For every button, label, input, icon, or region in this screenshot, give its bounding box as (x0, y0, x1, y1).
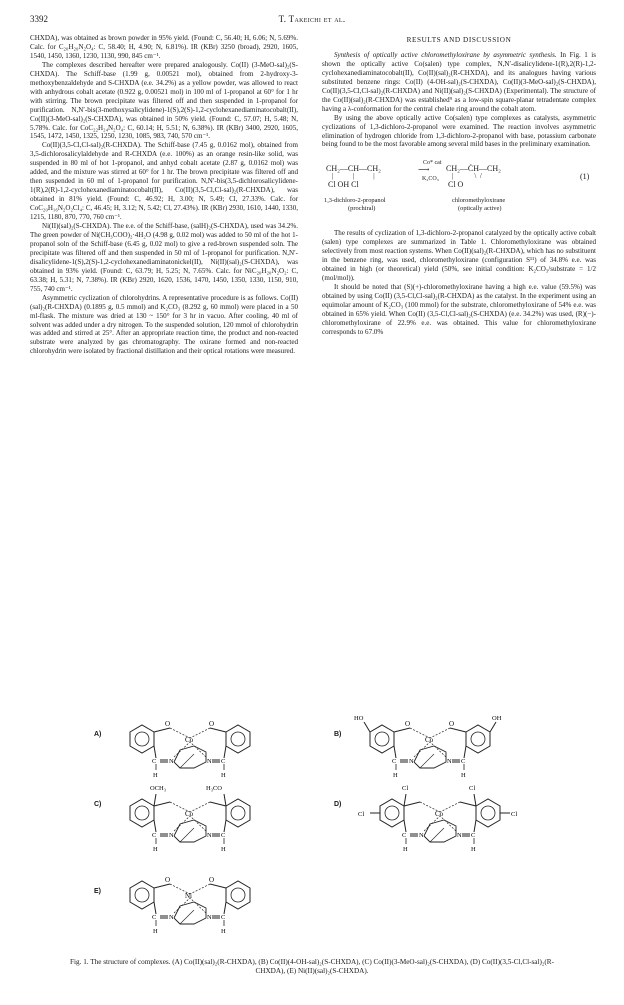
substituent-label: Cl (511, 811, 518, 818)
structure-c (110, 780, 270, 852)
atom-label: Co (185, 736, 194, 744)
product-name: chloromethyloxirane (452, 197, 506, 205)
equation-product-substituents: Cl O (448, 180, 464, 190)
substituent-label: Cl (469, 785, 476, 792)
atom-label: C (392, 758, 397, 765)
page-header (30, 14, 594, 28)
substituent-label: OH (492, 715, 502, 722)
atom-label: H (403, 846, 408, 852)
page-number: 3392 (30, 14, 48, 24)
atom-label: N (169, 832, 174, 839)
atom-label: O (209, 720, 215, 728)
atom-label: C (402, 832, 407, 839)
atom-label: C (152, 758, 157, 765)
atom-label: Co (435, 810, 444, 818)
figure-label: C) (94, 801, 102, 808)
equation-number: (1) (580, 172, 590, 182)
atom-label: H (221, 846, 226, 852)
atom-label: H (153, 846, 158, 852)
paragraph: By using the above optically active Co(salen) type complexes as catalysts, asymmetric cyclizations of 1,3-dichloro-2-propanol were examined. The reaction involves asymmetric elimination of hydrogen chloride from 1,3-dichloro-2-propanol with base, potassium carbonate being found to be the most favorable among several mild bases in the preliminary examination. (322, 113, 596, 149)
atom-label: C (152, 832, 157, 839)
left-column (30, 34, 298, 356)
paragraph: It should be noted that (S)(+)-chloromethyloxirane having a high e.e. value (59.5%) was obtained by using Co(II) (3,5-Cl,Cl-sal)₂(R-CHXDA) as the catalyst. In the experiment using an equimolar amount of K₂CO₃ (100 mmol) for the substrate, chloromethyloxirane of 54% e.e. was obtained in 65% yield. When Co(II) (3,5-Cl,Cl-sal)₂(S-CHXDA) (e.e. 34.2%) was used, (R)(−)-chloromethyloxirane of 22.9% e.e. was obtained. This value for chloromethyloxirane corresponds to 67.0% (322, 283, 596, 336)
atom-label: N (419, 832, 424, 839)
paragraph: In Fig. 1 is shown the optically active Co(salen) type complex, N,N′-disalicylidene-1(R),2(R)-1,2-cyclohexanediaminatocobalt(II), Co(II)(sal)₂(R-CHXDA), and its analogues having various substituted benzene rings: Co(II) (4-OH-sal)₂(S-CHXDA), Co(II)(3-MeO-sal)₂(S-CHXDA), Co(II)(3,5-Cl,Cl-sal)₂(R-CHXDA) and Ni(II)(sal)₂(S-CHXDA) (Experimental). The structure of the Co(II)(sal)₂(R-CHXDA) was established⁹ as a low-spin square-planar tetradentate complex having a λ-conformation for the central chelate ring around the cobalt atom. (322, 50, 596, 113)
atom-label: H (153, 772, 158, 779)
figure-label: A) (94, 731, 102, 738)
reaction-equation: CH₂—CH—CH₂ | | | Cl OH Cl Co* cat ⟶ K₂CO₃ CH₂—ĊH—CH₂ | \ / Cl O (1) 1,3-dichloro-2-propanol (prochiral) chloromethyloxirane (optically active) (324, 160, 590, 213)
equation-reactant-substituents: Cl OH Cl (328, 180, 359, 190)
paragraph: Ni(II)(sal)₂(S-CHXDA). The e.e. of the Schiff-base, (salH)₂(S-CHXDA), used was 34.2%. The green powder of Ni(CH₃COO)₂·4H₂O (4.98 g, 0.02 mol) was added to 50 ml of the hot 1-propanol soln of the Schiff-base (6.45 g, 0.02 mol) to give a red-brown suspended soln. The precipitate was filtered off and then suspended in 50 ml of 1-propanol for purification. N,N′-disalicylidene-1(S),2(S)-1,2-cyclohexanediaminatonickel(II), Ni(II)(sal)₂(S-CHXDA), was obtained in 93% yield. (Found: C, 63.79; H, 5.25; N, 7.65%. Calc. for NiC₂₀H₂₀N₂O₂: C, 63.38; H, 5.31; N, 7.38%). IR (KBr) 2920, 1620, 1536, 1470, 1450, 1350, 1330, 1150, 910, 755, 740 cm⁻¹. (30, 222, 298, 293)
atom-label: Co (425, 736, 434, 744)
substituent-label: Cl (358, 811, 365, 818)
atom-label: O (449, 720, 455, 728)
atom-label: H (461, 772, 466, 779)
paragraph: Asymmetric cyclization of chlorohydrins. A representative procedure is as follows. Co(II)(sal)₂(R-CHXDA) (0.1895 g, 0.5 mmol) and K₂CO₃ (8.292 g, 60 mmol) were placed in a 50 ml-flask. The mixture was dried at 130 ~ 150° for 3 hr in vacuo. After cooling, 40 ml of solvent was added under a dry nitrogen. To the suspended solution, 120 mmol of chlorohydrin was added and stirred at 25°. After an appropriate reaction time, the product and non-reacted substrate were analyzed by gas chromatography. The oxirane formed and non-reacted chlorohydrin were isolated by fractional distillation and their optical rotations were measured. (30, 293, 298, 356)
figure-label: E) (94, 888, 101, 895)
atom-label: H (221, 928, 226, 935)
atom-label: N (457, 832, 462, 839)
atom-label: H (153, 928, 158, 935)
atom-label: O (209, 876, 215, 884)
atom-label: Co (185, 810, 194, 818)
structure-e (110, 868, 270, 940)
reactant-note: (prochiral) (348, 205, 376, 213)
section-heading: RESULTS AND DISCUSSION (406, 36, 512, 44)
structure-b (350, 712, 520, 782)
atom-label: N (447, 758, 452, 765)
atom-label: O (165, 720, 171, 728)
atom-label: Ni (185, 892, 192, 900)
atom-label: C (471, 832, 476, 839)
structure-d (350, 780, 530, 852)
atom-label: N (207, 832, 212, 839)
subsection-heading: Synthesis of optically active chloromethyloxirane by asymmetric synthesis. (334, 50, 557, 59)
paragraph: Co(II)(3,5-Cl,Cl-sal)₂(R-CHXDA). The Schiff-base (7.45 g, 0.0162 mol), obtained from 3,5-dichlorosalicylaldehyde and R-CHXDA (e.e. 100%) as an orange resin-like solid, was suspended in 80 ml of hot 1-propanol, and anhyd cobalt acetate (2.87 g, 0.0162 mol) was added, and the mixture was stirred at 60° for 1 hr. The brown precipitate was filtered off and then suspended in 60 ml of 1-propanol for purification. N,N′-bis(3,5-dichlorosalicylidene-1(R),2(R)-1,2-cyclohexanediaminatocobalt(II), Co(II)(3,5-Cl,Cl-sal)₂(R-CHXDA), was obtained in 81% yield. (Found: C, 46.92; H, 3.00; N, 5.49; Cl, 27.33%. Calc. for CoC₂₀H₁₆N₂O₂Cl₄: C, 46.45; H, 3.12; N, 5.42; Cl, 27.43%). IR (KBr) 2930, 1610, 1440, 1330, 1215, 1180, 870, 770, 760 cm⁻¹. (30, 141, 298, 222)
atom-label: O (405, 720, 411, 728)
atom-label: N (409, 758, 414, 765)
atom-label: N (207, 914, 212, 921)
atom-label: C (221, 832, 226, 839)
figure-caption: Fig. 1. The structure of complexes. (A) Co(II)(sal)₂(R-CHXDA), (B) Co(II)(4-OH-sal)₂(S-CHXDA), (C) Co(II)(3-MeO-sal)₂(S-CHXDA), (D) Co(II)(3,5-Cl,Cl-sal)₂(R-CHXDA), (E) Ni(II)(sal)₂(S-CHXDA). (70, 958, 554, 975)
atom-label: O (165, 876, 171, 884)
paragraph: The results of cyclization of 1,3-dichloro-2-propanol catalyzed by the optically active cobalt (salen) type complexes are summarized in Table 1. Chloromethyloxirane was obtained selectively from most reaction systems. When Co(II)(sal)₂(R-CHXDA), which has no substituent in the benzene ring, was used, chloromethyloxirane (configuration S¹¹) of 34.8% e.e. was obtained in high (or theoretical) yield (50%, see initial condition: K₂CO₃/substrate = 1/2 (mol/mol)). (322, 229, 596, 283)
right-column (322, 34, 596, 337)
atom-label: H (471, 846, 476, 852)
substituent-label: H₃CO (206, 785, 222, 792)
paragraph: CHXDA), was obtained as brown powder in 95% yield. (Found: C, 56.40; H, 6.06; N, 5.69%. Calc. for C₂₀H₂₀N₂O₄: C, 58.40; H, 4.90; N, 6.81%). IR (KBr) 3250 (broad), 2920, 1605, 1540, 1450, 1360, 1230, 1130, 990, 845 cm⁻¹. (30, 34, 298, 60)
substituent-label: HO (354, 715, 364, 722)
atom-label: C (152, 914, 157, 921)
paragraph: The complexes described hereafter were prepared analogously. Co(II) (3-MeO-sal)₂(S-CHXDA). The Schiff-base (1.99 g, 0.00521 mol), obtained from 2-hydroxy-3-methoxybenzaldehyde and S-CHXDA (e.e. 34.2%) as a yellow powder, was allowed to react with anhydrous cobalt acetate (0.922 g, 0.00521 mol) in 100 ml of 1-propanol at 60° for 1 hr with stirring. The brown precipitate was filtered off and then suspended in 1-propanol for purification. N,N′-bis(3-methoxysalicylidene)-1(S),2(S)-1,2-cyclohexanediaminatocobalt(II), Co(II)(3-MeO-sal)₂(S-CHXDA), was obtained in 50% yield. (Found: C, 57.07; H, 5.48; N, 5.78%. Calc. for CoC₂₂H₂₄N₂O₄: C, 60.14; H, 5.51; N, 6.38%). IR (KBr) 3400, 2920, 1605, 1545, 1472, 1450, 1325, 1250, 1230, 1085, 983, 740, 570 cm⁻¹. (30, 60, 298, 141)
atom-label: C (461, 758, 466, 765)
equation-reactant: CH₂—CH—CH₂ (326, 164, 381, 174)
equation-product: CH₂—ĊH—CH₂ (446, 164, 501, 174)
structure-a (110, 712, 270, 782)
equation-base: K₂CO₃ (422, 176, 439, 183)
reactant-name: 1,3-dichloro-2-propanol (324, 197, 386, 205)
substituent-label: OCH₃ (150, 785, 166, 792)
figure-label: D) (334, 801, 342, 808)
figure-label: B) (334, 731, 342, 738)
equation-catalyst: Co* cat (423, 160, 442, 167)
atom-label: N (207, 758, 212, 765)
atom-label: H (393, 772, 398, 779)
running-title: T. Takeichi et al. (278, 14, 346, 24)
atom-label: N (169, 758, 174, 765)
atom-label: H (221, 772, 226, 779)
substituent-label: Cl (402, 785, 409, 792)
atom-label: C (221, 914, 226, 921)
product-note: (optically active) (458, 205, 502, 213)
atom-label: C (221, 758, 226, 765)
atom-label: N (169, 914, 174, 921)
